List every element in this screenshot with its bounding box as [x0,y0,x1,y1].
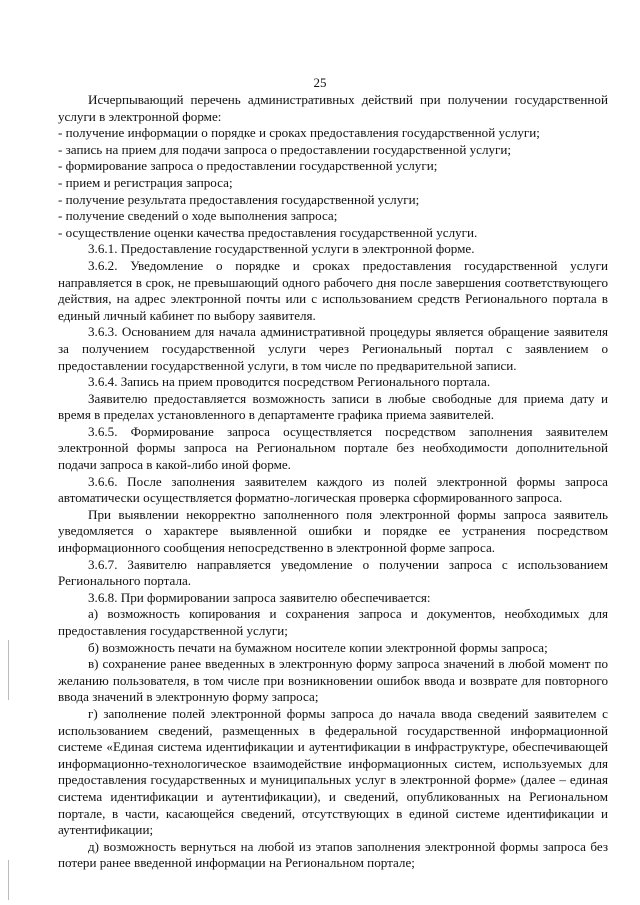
paragraph: Заявителю предоставляется возможность записи в любые свободные для приема дату и время в пределах установленного в департаменте графика приема заявителей. [58,390,608,423]
paragraph: 3.6.7. Заявителю направляется уведомление о получении запроса с использованием Регионального портала. [58,556,608,589]
paragraph: 3.6.5. Формирование запроса осуществляется посредством заполнения заявителем электронной формы запроса на Региональном портале без необходимости дополнительной подачи запроса в какой-либо иной форме. [58,423,608,473]
paragraph: в) сохранение ранее введенных в электронную форму запроса значений в любой момент по желанию пользователя, в том числе при возникновении ошибок ввода и возврате для повторного ввода значений в электронную форму запроса; [58,656,608,705]
paragraph: Исчерпывающий перечень административных действий при получении государственной услуги в электронной форме: [58,92,608,124]
list-item: - получение результата предоставления государственной услуги; [58,191,420,207]
list-item: - осуществление оценки качества предоставления государственной услуги. [58,224,478,240]
paragraph: 3.6.1. Предоставление государственной услуги в электронной форме. [88,241,475,257]
paragraph: г) заполнение полей электронной формы запроса до начала ввода сведений заявителем с использованием сведений, размещенных в федеральной государственной информационной системе «Единая система идентификации и аутентификации в инфраструктуре, обеспечивающей информационно-технологическое взаимодействие информационных систем, используемых для предоставления государственных и муниципальных услуг в электронной форме» (далее – единая система идентификации и аутентификации), и сведений, опубликованных на Региональном портале, в части, касающейся сведений, отсутствующих в единой системе идентификации и аутентификации; [58,705,608,838]
list-item: - получение информации о порядке и сроках предоставления государственной услуги; [58,125,540,141]
list-item: - прием и регистрация запроса; [58,174,233,190]
paragraph: При выявлении некорректно заполненного поля электронной формы запроса заявитель уведомляется о характере выявленной ошибки и порядке ее устранения посредством информационного сообщения непосредственно в электронной форме запроса. [58,506,608,556]
paragraph: 3.6.8. При формировании запроса заявителю обеспечивается: [88,589,431,605]
paragraph: 3.6.2. Уведомление о порядке и сроках предоставления государственной услуги направляется в срок, не превышающий одного рабочего дня после завершения соответствующего действия, на адрес электронной почты или с использованием средств Регионального портала в единый личный кабинет по выбору заявителя. [58,257,608,323]
paragraph: 3.6.3. Основанием для начала административной процедуры является обращение заявителя за получением государственной услуги через Региональный портал с заявлением о предоставлении государственной услуги, в том числе по предварительной записи. [58,324,608,373]
scan-edge-mark [8,860,9,900]
paragraph: б) возможность печати на бумажном носителе копии электронной формы запроса; [88,639,548,655]
document-body [58,92,608,872]
paragraph: 3.6.6. После заполнения заявителем каждого из полей электронной формы запроса автоматически осуществляется форматно-логическая проверка сформированного запроса. [58,473,608,506]
list-item: - получение сведений о ходе выполнения запроса; [58,208,338,224]
page-number: 25 [313,75,327,90]
list-item: - формирование запроса о предоставлении государственной услуги; [58,158,438,174]
list-item: - запись на прием для подачи запроса о предоставлении государственной услуги; [58,141,512,157]
paragraph: д) возможность вернуться на любой из этапов заполнения электронной формы запроса без потери ранее введенной информации на Региональном портале; [58,838,608,871]
paragraph: 3.6.4. Запись на прием проводится посредством Регионального портала. [88,374,491,390]
paragraph: а) возможность копирования и сохранения запроса и документов, необходимых для предоставления государственной услуги; [58,606,608,638]
scan-edge-mark [8,640,9,700]
